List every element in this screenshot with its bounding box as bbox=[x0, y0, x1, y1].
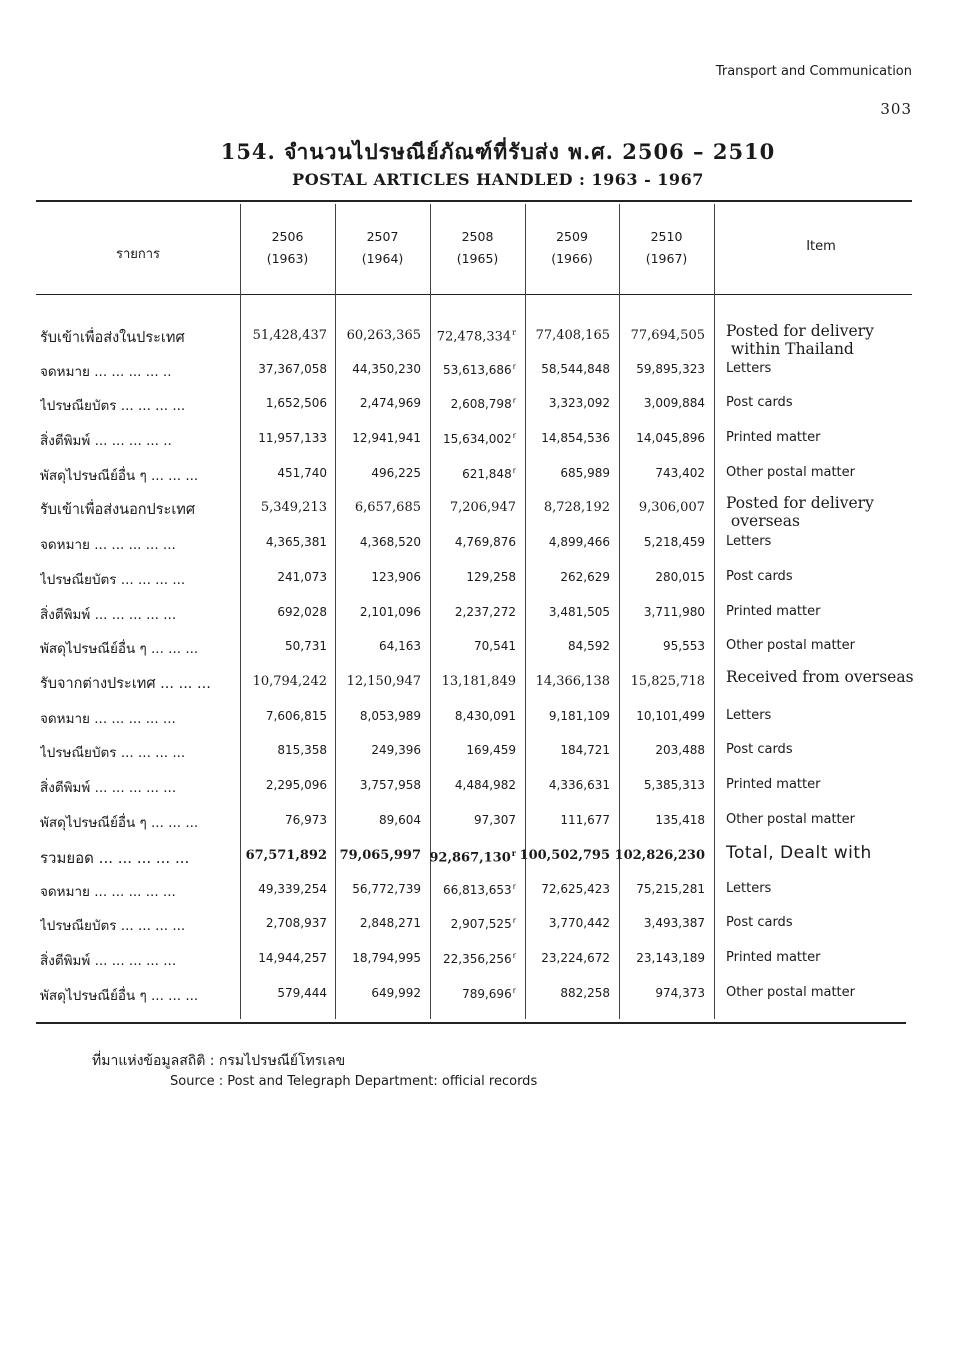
cell-number: 14,944,257 bbox=[258, 951, 327, 965]
row-label-english: Other postal matter bbox=[726, 812, 855, 827]
cell-value bbox=[613, 431, 705, 445]
cell-number: 89,604 bbox=[379, 813, 421, 827]
cell-number: 13,181,849 bbox=[441, 674, 516, 689]
cell-number: 84,592 bbox=[568, 639, 610, 653]
table-row bbox=[0, 733, 966, 767]
cell-number: 100,502,795 bbox=[519, 848, 610, 863]
table-row bbox=[0, 560, 966, 594]
cell-value bbox=[424, 431, 516, 446]
cell-value bbox=[424, 535, 516, 549]
row-label-thai: รับเข้าเพื่อส่งนอกประเทศ bbox=[40, 502, 196, 518]
cell-value bbox=[518, 466, 610, 480]
cell-value bbox=[613, 882, 705, 896]
row-label-thai: ไปรษณียบัตร ... ... ... ... bbox=[40, 572, 186, 588]
cell-number: 3,323,092 bbox=[548, 396, 610, 410]
year-be: 2510 bbox=[650, 229, 683, 244]
row-label-english: Printed matter bbox=[726, 950, 821, 965]
cell-value bbox=[235, 813, 327, 827]
table-row bbox=[0, 906, 966, 940]
table-row bbox=[0, 699, 966, 733]
cell-value bbox=[424, 466, 516, 481]
cell-value bbox=[329, 328, 421, 343]
table-row bbox=[0, 629, 966, 663]
cell-number: 23,224,672 bbox=[541, 951, 610, 965]
cell-number: 14,366,138 bbox=[535, 674, 610, 689]
cell-value bbox=[329, 848, 421, 863]
cell-value bbox=[613, 848, 705, 863]
cell-value bbox=[235, 743, 327, 757]
cell-number: 72,625,423 bbox=[541, 882, 610, 896]
cell-number: 2,474,969 bbox=[359, 396, 421, 410]
revised-mark: r bbox=[511, 848, 516, 858]
source-english: Source : Post and Telegraph Department: official records bbox=[170, 1074, 538, 1089]
row-label-thai: พัสดุไปรษณีย์อื่น ๆ ... ... ... bbox=[40, 815, 199, 831]
row-label-thai: สิ่งตีพิมพ์ ... ... ... ... ... bbox=[40, 607, 177, 623]
revised-mark: r bbox=[512, 431, 516, 440]
cell-number: 10,794,242 bbox=[252, 674, 327, 689]
cell-number: 9,306,007 bbox=[638, 500, 705, 515]
cell-value bbox=[518, 535, 610, 549]
cell-value bbox=[518, 570, 610, 584]
cell-number: 37,367,058 bbox=[258, 362, 327, 376]
cell-number: 72,478,334 bbox=[436, 329, 512, 345]
cell-value bbox=[613, 986, 705, 1000]
cell-number: 4,365,381 bbox=[265, 535, 327, 549]
cell-number: 9,181,109 bbox=[548, 709, 610, 723]
cell-number: 685,989 bbox=[560, 466, 610, 480]
cell-number: 12,941,941 bbox=[352, 431, 421, 445]
row-label-english: Printed matter bbox=[726, 604, 821, 619]
row-label-english: Posted for delivery overseas bbox=[726, 494, 874, 530]
cell-number: 64,163 bbox=[379, 639, 421, 653]
cell-number: 12,150,947 bbox=[346, 674, 421, 689]
cell-value bbox=[424, 813, 516, 827]
revised-mark: r bbox=[512, 986, 516, 995]
cell-number: 3,757,958 bbox=[359, 778, 421, 792]
cell-value bbox=[613, 466, 705, 480]
cell-value bbox=[235, 848, 327, 863]
cell-value bbox=[235, 639, 327, 653]
row-label-english: Letters bbox=[726, 534, 772, 549]
cell-number: 23,143,189 bbox=[636, 951, 705, 965]
cell-number: 621,848 bbox=[462, 467, 512, 481]
cell-number: 692,028 bbox=[277, 605, 327, 619]
cell-number: 8,430,091 bbox=[454, 709, 516, 723]
cell-value bbox=[613, 362, 705, 376]
cell-number: 203,488 bbox=[655, 743, 705, 757]
cell-number: 4,899,466 bbox=[548, 535, 610, 549]
cell-number: 2,708,937 bbox=[265, 916, 327, 930]
cell-number: 10,101,499 bbox=[636, 709, 705, 723]
cell-number: 2,295,096 bbox=[265, 778, 327, 792]
row-label-english: Post cards bbox=[726, 915, 793, 930]
cell-value bbox=[329, 813, 421, 827]
cell-number: 4,484,982 bbox=[454, 778, 516, 792]
table-row bbox=[0, 803, 966, 837]
cell-value bbox=[329, 396, 421, 410]
cell-value bbox=[235, 570, 327, 584]
cell-value bbox=[235, 916, 327, 930]
cell-value bbox=[613, 500, 705, 515]
cell-value bbox=[329, 882, 421, 896]
cell-value bbox=[613, 743, 705, 757]
cell-number: 92,867,130 bbox=[429, 850, 511, 866]
cell-number: 4,769,876 bbox=[454, 535, 516, 549]
table-title-thai: 154. จำนวนไปรษณีย์ภัณฑ์ที่รับส่ง พ.ศ. 2506 – 2510 bbox=[220, 139, 776, 164]
cell-value bbox=[518, 709, 610, 723]
cell-number: 76,973 bbox=[285, 813, 327, 827]
cell-value bbox=[329, 500, 421, 515]
row-label-english: Other postal matter bbox=[726, 985, 855, 1000]
cell-number: 6,657,685 bbox=[354, 500, 421, 515]
cell-value bbox=[613, 951, 705, 965]
cell-number: 56,772,739 bbox=[352, 882, 421, 896]
cell-value bbox=[518, 986, 610, 1000]
cell-number: 2,907,525 bbox=[450, 917, 512, 931]
row-label-thai: รับจากต่างประเทศ ... ... ... bbox=[40, 676, 211, 692]
cell-value bbox=[329, 709, 421, 723]
cell-number: 262,629 bbox=[560, 570, 610, 584]
cell-value bbox=[424, 500, 516, 515]
cell-number: 111,677 bbox=[560, 813, 610, 827]
cell-number: 15,634,002 bbox=[442, 432, 512, 446]
table-group-row bbox=[0, 490, 966, 530]
revised-mark: r bbox=[512, 396, 516, 405]
cell-value bbox=[329, 362, 421, 376]
cell-value bbox=[235, 466, 327, 480]
row-label-english: Post cards bbox=[726, 742, 793, 757]
cell-number: 102,826,230 bbox=[614, 848, 705, 863]
table-row bbox=[0, 352, 966, 386]
cell-value bbox=[424, 639, 516, 653]
cell-value bbox=[518, 396, 610, 410]
cell-number: 2,608,798 bbox=[450, 397, 512, 411]
cell-value bbox=[613, 674, 705, 689]
cell-value bbox=[329, 951, 421, 965]
cell-value bbox=[329, 535, 421, 549]
cell-value bbox=[329, 639, 421, 653]
cell-number: 8,053,989 bbox=[359, 709, 421, 723]
cell-value bbox=[329, 605, 421, 619]
section-header: Transport and Communication bbox=[715, 64, 912, 79]
cell-value bbox=[235, 778, 327, 792]
cell-value bbox=[613, 535, 705, 549]
row-label-thai: จดหมาย ... ... ... ... ... bbox=[40, 537, 176, 553]
row-label-english: Post cards bbox=[726, 395, 793, 410]
cell-number: 79,065,997 bbox=[339, 848, 421, 863]
item-header-thai: รายการ bbox=[115, 247, 161, 262]
year-ce: (1966) bbox=[551, 251, 593, 266]
cell-value bbox=[329, 778, 421, 792]
row-label-thai: จดหมาย ... ... ... ... .. bbox=[40, 364, 172, 380]
row-label-english: Other postal matter bbox=[726, 638, 855, 653]
row-label-english: Letters bbox=[726, 361, 772, 376]
cell-number: 4,336,631 bbox=[548, 778, 610, 792]
year-ce: (1964) bbox=[361, 251, 404, 266]
cell-number: 5,218,459 bbox=[643, 535, 705, 549]
cell-number: 67,571,892 bbox=[245, 848, 327, 863]
cell-value bbox=[424, 709, 516, 723]
cell-number: 974,373 bbox=[655, 986, 705, 1000]
cell-number: 2,101,096 bbox=[359, 605, 421, 619]
year-be: 2506 bbox=[271, 229, 304, 244]
revised-mark: r bbox=[512, 466, 516, 475]
cell-value bbox=[424, 605, 516, 619]
source-thai: ที่มาแห่งข้อมูลสถิติ : กรมไปรษณีย์โทรเลข bbox=[92, 1053, 346, 1069]
revised-mark: r bbox=[512, 328, 516, 337]
cell-value bbox=[518, 778, 610, 792]
cell-value bbox=[613, 605, 705, 619]
table-row bbox=[0, 386, 966, 420]
cell-number: 50,731 bbox=[285, 639, 327, 653]
cell-value bbox=[518, 500, 610, 515]
cell-number: 280,015 bbox=[655, 570, 705, 584]
cell-value bbox=[518, 916, 610, 930]
cell-value bbox=[424, 362, 516, 377]
revised-mark: r bbox=[512, 916, 516, 925]
row-label-thai: รับเข้าเพื่อส่งในประเทศ bbox=[40, 330, 185, 346]
year-ce: (1963) bbox=[266, 251, 309, 266]
table-total-row bbox=[0, 838, 966, 872]
cell-number: 3,770,442 bbox=[548, 916, 610, 930]
cell-number: 169,459 bbox=[466, 743, 516, 757]
cell-number: 15,825,718 bbox=[630, 674, 705, 689]
year-ce: (1965) bbox=[456, 251, 499, 266]
cell-number: 3,009,884 bbox=[643, 396, 705, 410]
row-label-english: Total, Dealt with bbox=[726, 843, 872, 863]
cell-value bbox=[424, 882, 516, 897]
row-label-thai: ไปรษณียบัตร ... ... ... ... bbox=[40, 398, 186, 414]
row-label-thai: ไปรษณียบัตร ... ... ... ... bbox=[40, 745, 186, 761]
row-label-thai: สิ่งตีพิมพ์ ... ... ... ... ... bbox=[40, 953, 177, 969]
cell-value bbox=[329, 916, 421, 930]
cell-number: 3,481,505 bbox=[548, 605, 610, 619]
cell-number: 8,728,192 bbox=[543, 500, 610, 515]
cell-number: 241,073 bbox=[277, 570, 327, 584]
cell-value bbox=[518, 639, 610, 653]
cell-value bbox=[329, 743, 421, 757]
cell-value bbox=[329, 431, 421, 445]
cell-value bbox=[518, 328, 610, 343]
cell-value bbox=[235, 709, 327, 723]
cell-number: 53,613,686 bbox=[442, 363, 512, 377]
cell-value bbox=[518, 813, 610, 827]
revised-mark: r bbox=[512, 882, 516, 891]
cell-value bbox=[613, 778, 705, 792]
year-be: 2508 bbox=[461, 229, 494, 244]
cell-number: 743,402 bbox=[655, 466, 705, 480]
row-label-english: Letters bbox=[726, 708, 772, 723]
cell-value bbox=[424, 743, 516, 757]
table-title-english: POSTAL ARTICLES HANDLED : 1963 - 1967 bbox=[292, 170, 704, 189]
cell-value bbox=[329, 570, 421, 584]
cell-value bbox=[424, 916, 516, 931]
cell-number: 49,339,254 bbox=[258, 882, 327, 896]
cell-value bbox=[235, 674, 327, 689]
cell-number: 579,444 bbox=[277, 986, 327, 1000]
cell-value bbox=[235, 986, 327, 1000]
table-row bbox=[0, 525, 966, 559]
cell-number: 70,541 bbox=[474, 639, 516, 653]
cell-value bbox=[235, 882, 327, 896]
cell-value bbox=[235, 951, 327, 965]
cell-number: 14,854,536 bbox=[541, 431, 610, 445]
table-row bbox=[0, 941, 966, 975]
table-group-row bbox=[0, 664, 966, 698]
year-be: 2507 bbox=[366, 229, 399, 244]
cell-value bbox=[235, 396, 327, 410]
cell-value bbox=[613, 916, 705, 930]
cell-value bbox=[518, 362, 610, 376]
cell-number: 3,711,980 bbox=[643, 605, 705, 619]
table-row bbox=[0, 595, 966, 629]
row-label-thai: จดหมาย ... ... ... ... ... bbox=[40, 884, 176, 900]
cell-number: 649,992 bbox=[371, 986, 421, 1000]
row-label-english: Received from overseas bbox=[726, 668, 914, 686]
table-row bbox=[0, 456, 966, 490]
cell-value bbox=[329, 674, 421, 689]
cell-value bbox=[235, 500, 327, 515]
cell-value bbox=[424, 778, 516, 792]
cell-value bbox=[613, 639, 705, 653]
cell-value bbox=[518, 882, 610, 896]
cell-value bbox=[613, 709, 705, 723]
cell-value bbox=[235, 328, 327, 343]
cell-value bbox=[235, 535, 327, 549]
cell-number: 249,396 bbox=[371, 743, 421, 757]
cell-value bbox=[613, 570, 705, 584]
revised-mark: r bbox=[512, 951, 516, 960]
year-be: 2509 bbox=[556, 229, 588, 244]
cell-number: 59,895,323 bbox=[636, 362, 705, 376]
cell-number: 815,358 bbox=[277, 743, 327, 757]
cell-number: 77,694,505 bbox=[630, 328, 705, 343]
row-label-english: Printed matter bbox=[726, 430, 821, 445]
item-header-english: Item bbox=[806, 239, 836, 254]
cell-number: 882,258 bbox=[560, 986, 610, 1000]
row-label-thai: พัสดุไปรษณีย์อื่น ๆ ... ... ... bbox=[40, 988, 199, 1004]
cell-number: 7,206,947 bbox=[449, 500, 516, 515]
cell-value bbox=[329, 986, 421, 1000]
cell-number: 95,553 bbox=[663, 639, 705, 653]
cell-number: 496,225 bbox=[371, 466, 421, 480]
cell-value bbox=[613, 328, 705, 343]
cell-value bbox=[613, 396, 705, 410]
cell-number: 3,493,387 bbox=[643, 916, 705, 930]
cell-value bbox=[235, 431, 327, 445]
cell-number: 75,215,281 bbox=[636, 882, 705, 896]
row-label-thai: รวมยอด ... ... ... ... ... bbox=[40, 849, 190, 867]
cell-number: 5,385,313 bbox=[643, 778, 705, 792]
table-row bbox=[0, 976, 966, 1010]
table-row bbox=[0, 421, 966, 455]
row-label-english: Printed matter bbox=[726, 777, 821, 792]
cell-number: 22,356,256 bbox=[442, 952, 512, 966]
cell-number: 60,263,365 bbox=[346, 328, 421, 343]
cell-number: 2,237,272 bbox=[454, 605, 516, 619]
cell-number: 129,258 bbox=[466, 570, 516, 584]
cell-number: 2,848,271 bbox=[359, 916, 421, 930]
row-label-thai: พัสดุไปรษณีย์อื่น ๆ ... ... ... bbox=[40, 468, 199, 484]
cell-value bbox=[424, 986, 516, 1001]
cell-number: 51,428,437 bbox=[252, 328, 327, 343]
row-label-thai: สิ่งตีพิมพ์ ... ... ... ... .. bbox=[40, 433, 172, 449]
cell-number: 451,740 bbox=[277, 466, 327, 480]
cell-value bbox=[424, 951, 516, 966]
cell-value bbox=[424, 674, 516, 689]
cell-value bbox=[613, 813, 705, 827]
cell-number: 7,606,815 bbox=[265, 709, 327, 723]
row-label-thai: จดหมาย ... ... ... ... ... bbox=[40, 711, 176, 727]
cell-number: 66,813,653 bbox=[442, 883, 512, 897]
cell-value bbox=[329, 466, 421, 480]
cell-value bbox=[424, 570, 516, 584]
cell-value bbox=[518, 951, 610, 965]
cell-number: 77,408,165 bbox=[535, 328, 610, 343]
cell-value bbox=[424, 396, 516, 411]
cell-value bbox=[518, 848, 610, 863]
table-row bbox=[0, 872, 966, 906]
row-label-english: Letters bbox=[726, 881, 772, 896]
row-label-thai: พัสดุไปรษณีย์อื่น ๆ ... ... ... bbox=[40, 641, 199, 657]
cell-value bbox=[235, 362, 327, 376]
cell-value bbox=[518, 431, 610, 445]
cell-number: 14,045,896 bbox=[636, 431, 705, 445]
row-label-thai: สิ่งตีพิมพ์ ... ... ... ... ... bbox=[40, 780, 177, 796]
cell-number: 789,696 bbox=[462, 987, 512, 1001]
cell-number: 184,721 bbox=[560, 743, 610, 757]
cell-number: 58,544,848 bbox=[541, 362, 610, 376]
row-label-english: Posted for delivery within Thailand bbox=[726, 322, 874, 358]
year-ce: (1967) bbox=[645, 251, 688, 266]
cell-number: 44,350,230 bbox=[352, 362, 421, 376]
cell-value bbox=[424, 848, 516, 865]
revised-mark: r bbox=[512, 362, 516, 371]
cell-number: 1,652,506 bbox=[265, 396, 327, 410]
cell-number: 97,307 bbox=[474, 813, 516, 827]
table-row bbox=[0, 768, 966, 802]
cell-number: 4,368,520 bbox=[359, 535, 421, 549]
cell-value bbox=[518, 605, 610, 619]
cell-value bbox=[235, 605, 327, 619]
cell-value bbox=[518, 674, 610, 689]
cell-value bbox=[518, 743, 610, 757]
table-group-row bbox=[0, 318, 966, 358]
row-label-english: Other postal matter bbox=[726, 465, 855, 480]
cell-number: 18,794,995 bbox=[352, 951, 421, 965]
cell-value bbox=[424, 328, 516, 344]
page-number: 303 bbox=[880, 100, 912, 118]
cell-number: 123,906 bbox=[371, 570, 421, 584]
cell-number: 11,957,133 bbox=[258, 431, 327, 445]
row-label-english: Post cards bbox=[726, 569, 793, 584]
cell-number: 5,349,213 bbox=[260, 500, 327, 515]
cell-number: 135,418 bbox=[655, 813, 705, 827]
row-label-thai: ไปรษณียบัตร ... ... ... ... bbox=[40, 918, 186, 934]
